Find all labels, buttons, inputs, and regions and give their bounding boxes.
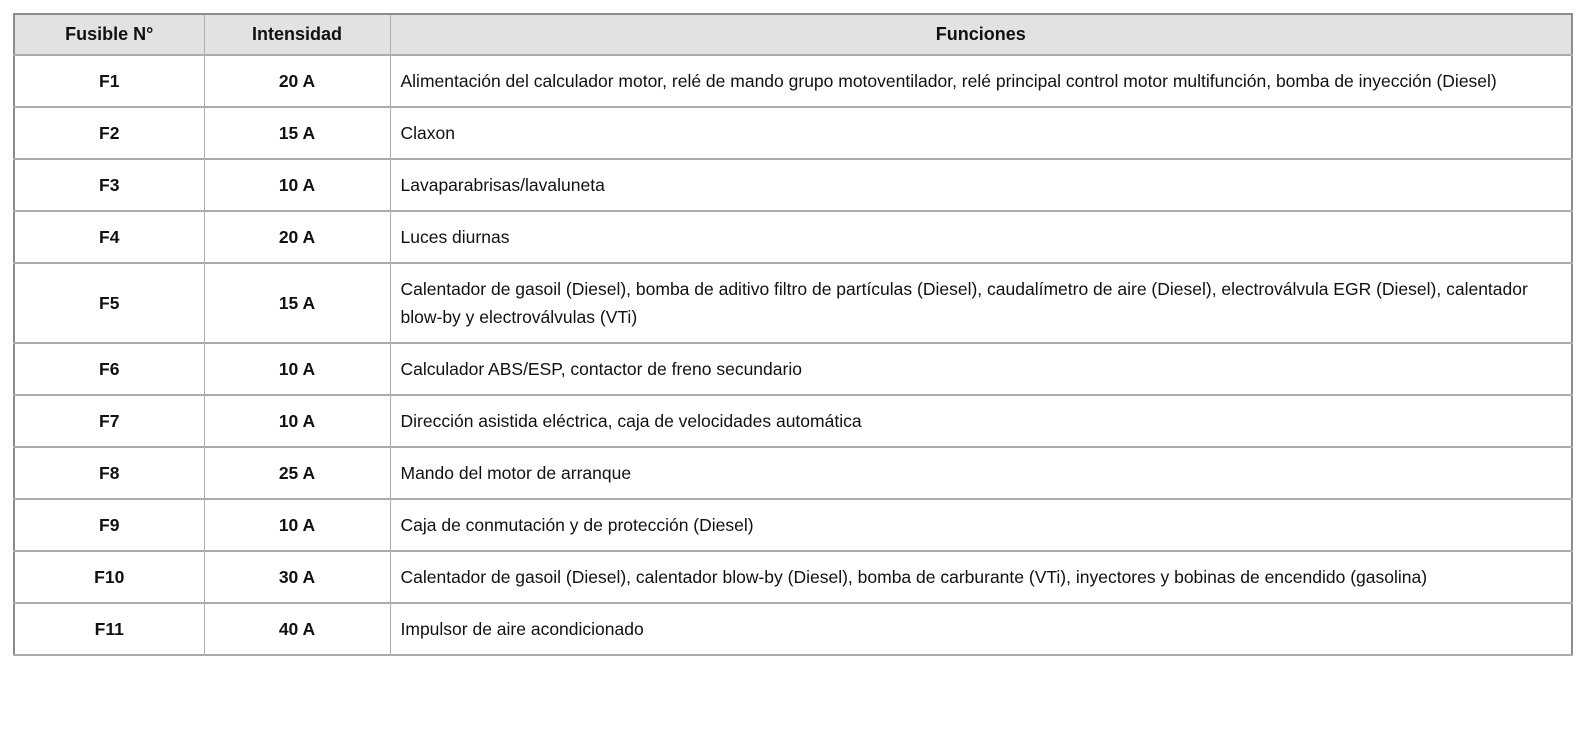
intensity-cell: 15 A (204, 263, 390, 343)
function-cell: Claxon (390, 107, 1572, 159)
intensity-cell: 10 A (204, 159, 390, 211)
intensity-cell: 10 A (204, 499, 390, 551)
intensity-cell: 10 A (204, 395, 390, 447)
table-row (14, 499, 1572, 551)
fuse-number-cell: F10 (14, 551, 204, 603)
table-row (14, 211, 1572, 263)
function-cell: Calculador ABS/ESP, contactor de freno secundario (390, 343, 1572, 395)
table-row (14, 395, 1572, 447)
fuse-number-cell: F9 (14, 499, 204, 551)
function-cell: Dirección asistida eléctrica, caja de velocidades automática (390, 395, 1572, 447)
fuse-number-cell: F3 (14, 159, 204, 211)
table-header-row (14, 14, 1572, 55)
intensity-cell: 15 A (204, 107, 390, 159)
function-cell: Luces diurnas (390, 211, 1572, 263)
fuse-number-cell: F4 (14, 211, 204, 263)
intensity-cell: 10 A (204, 343, 390, 395)
intensity-cell: 20 A (204, 211, 390, 263)
table-row (14, 107, 1572, 159)
function-cell: Calentador de gasoil (Diesel), calentador blow-by (Diesel), bomba de carburante (VTi), inyectores y bobinas de encendido (gasolina) (390, 551, 1572, 603)
function-cell: Lavaparabrisas/lavaluneta (390, 159, 1572, 211)
intensity-cell: 40 A (204, 603, 390, 655)
column-header-intensidad: Intensidad (204, 14, 390, 55)
fuse-number-cell: F1 (14, 55, 204, 107)
intensity-cell: 20 A (204, 55, 390, 107)
function-cell: Mando del motor de arranque (390, 447, 1572, 499)
function-cell: Alimentación del calculador motor, relé de mando grupo motoventilador, relé principal control motor multifunción, bomba de inyección (Diesel) (390, 55, 1572, 107)
column-header-funciones: Funciones (390, 14, 1572, 55)
fuse-number-cell: F7 (14, 395, 204, 447)
table-row (14, 263, 1572, 343)
function-cell: Caja de conmutación y de protección (Diesel) (390, 499, 1572, 551)
fuse-number-cell: F6 (14, 343, 204, 395)
table-row (14, 551, 1572, 603)
fuse-number-cell: F2 (14, 107, 204, 159)
fuse-number-cell: F11 (14, 603, 204, 655)
function-cell: Impulsor de aire acondicionado (390, 603, 1572, 655)
table-row (14, 343, 1572, 395)
table-row (14, 603, 1572, 655)
fuse-number-cell: F5 (14, 263, 204, 343)
intensity-cell: 25 A (204, 447, 390, 499)
table-row (14, 159, 1572, 211)
function-cell: Calentador de gasoil (Diesel), bomba de aditivo filtro de partículas (Diesel), caudalímetro de aire (Diesel), electroválvula EGR (Diesel), calentador blow-by y electroválvulas (VTi) (390, 263, 1572, 343)
table-row (14, 55, 1572, 107)
fuse-table (13, 13, 1573, 656)
table-row (14, 447, 1572, 499)
column-header-fusible: Fusible N° (14, 14, 204, 55)
intensity-cell: 30 A (204, 551, 390, 603)
fuse-number-cell: F8 (14, 447, 204, 499)
